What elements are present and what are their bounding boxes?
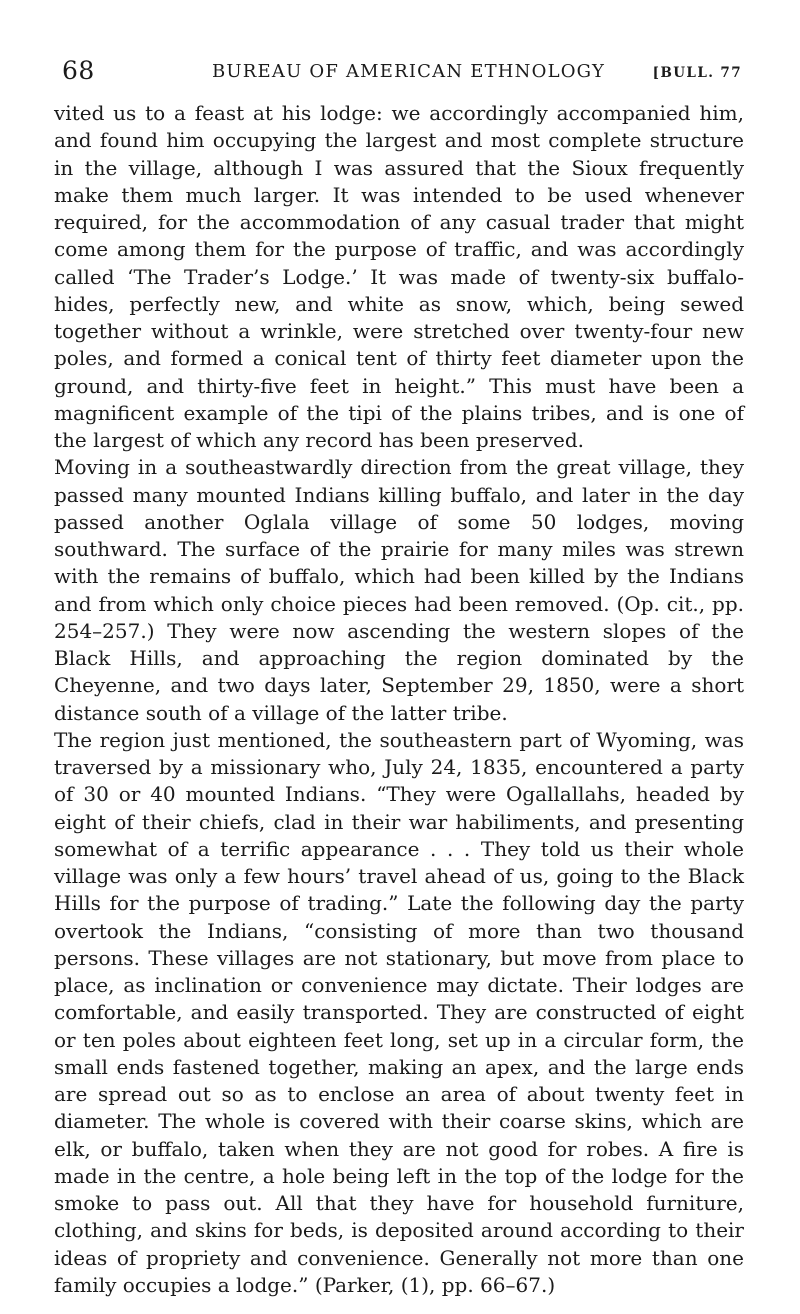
paragraph-3: The region just mentioned, the southeastern part of Wyoming, was traversed by a missionary who, July 24, 1835, encountered a party of 30 or 40 mounted Indians. “They were Ogallallahs, headed by eight of their chiefs, clad in their war habiliments, and presenting somewhat of a terrific appearance . . . They told us their whole village was only a few hours’ travel ahead of us, going to the Black Hills for the purpose of trading.” Late the following day the party overtook the Indians, “consisting of more than two thousand persons. These villages are not stationary, but move from place to place, as inclination or convenience may dictate. Their lodges are comfortable, and easily transported. They are constructed of eight or ten poles about eighteen feet long, set up in a circular form, the small ends fastened together, making an apex, and the large ends are spread out so as to enclose an area of about twenty feet in diameter. The whole is covered with their coarse skins, which are elk, or buffalo, taken when they are not good for robes. A fire is made in the centre, a hole being left in the top of the lodge for the smoke to pass out. All that they have for household furniture, clothing, and skins for beds, is deposited around according to their ideas of propriety and convenience. Generally not more than one family occupies a lodge.” (Parker, (1), pp. 66–67.) bbox=[54, 727, 744, 1297]
paragraph-1: vited us to a feast at his lodge: we accordingly accompanied him, and found him occupying the largest and most complete structure in the village, although I was assured that the Sioux frequently make them much larger. It was intended to be used whenever required, for the accommodation of any casual trader that might come among them for the purpose of traffic, and was accordingly called ‘The Trader’s Lodge.’ It was made of twenty-six buffalo-hides, perfectly new, and white as snow, which, being sewed together without a wrinkle, were stretched over twenty-four new poles, and formed a conical tent of thirty feet diameter upon the ground, and thirty-five feet in height.” This must have been a magnificent example of the tipi of the plains tribes, and is one of the largest of which any record has been preserved. bbox=[54, 101, 744, 452]
paragraph-2: Moving in a southeastwardly direction from the great village, they passed many mounted Indians killing buffalo, and later in the day passed another Oglala village of some 50 lodges, moving southward. The surface of the prairie for many miles was strewn with the remains of buffalo, which had been killed by the Indians and from which only choice pieces had been removed. (Op. cit., pp. 254–257.) They were now ascending the western slopes of the Black Hills, and approaching the region dominated by the Cheyenne, and two days later, September 29, 1850, were a short distance south of a village of the latter tribe. bbox=[54, 455, 744, 725]
running-header bbox=[62, 56, 742, 86]
page-number: 68 bbox=[62, 56, 95, 85]
running-head-title: BUREAU OF AMERICAN ETHNOLOGY bbox=[212, 61, 606, 82]
page-body bbox=[54, 100, 744, 1299]
bulletin-label: [BULL. 77 bbox=[652, 65, 742, 81]
